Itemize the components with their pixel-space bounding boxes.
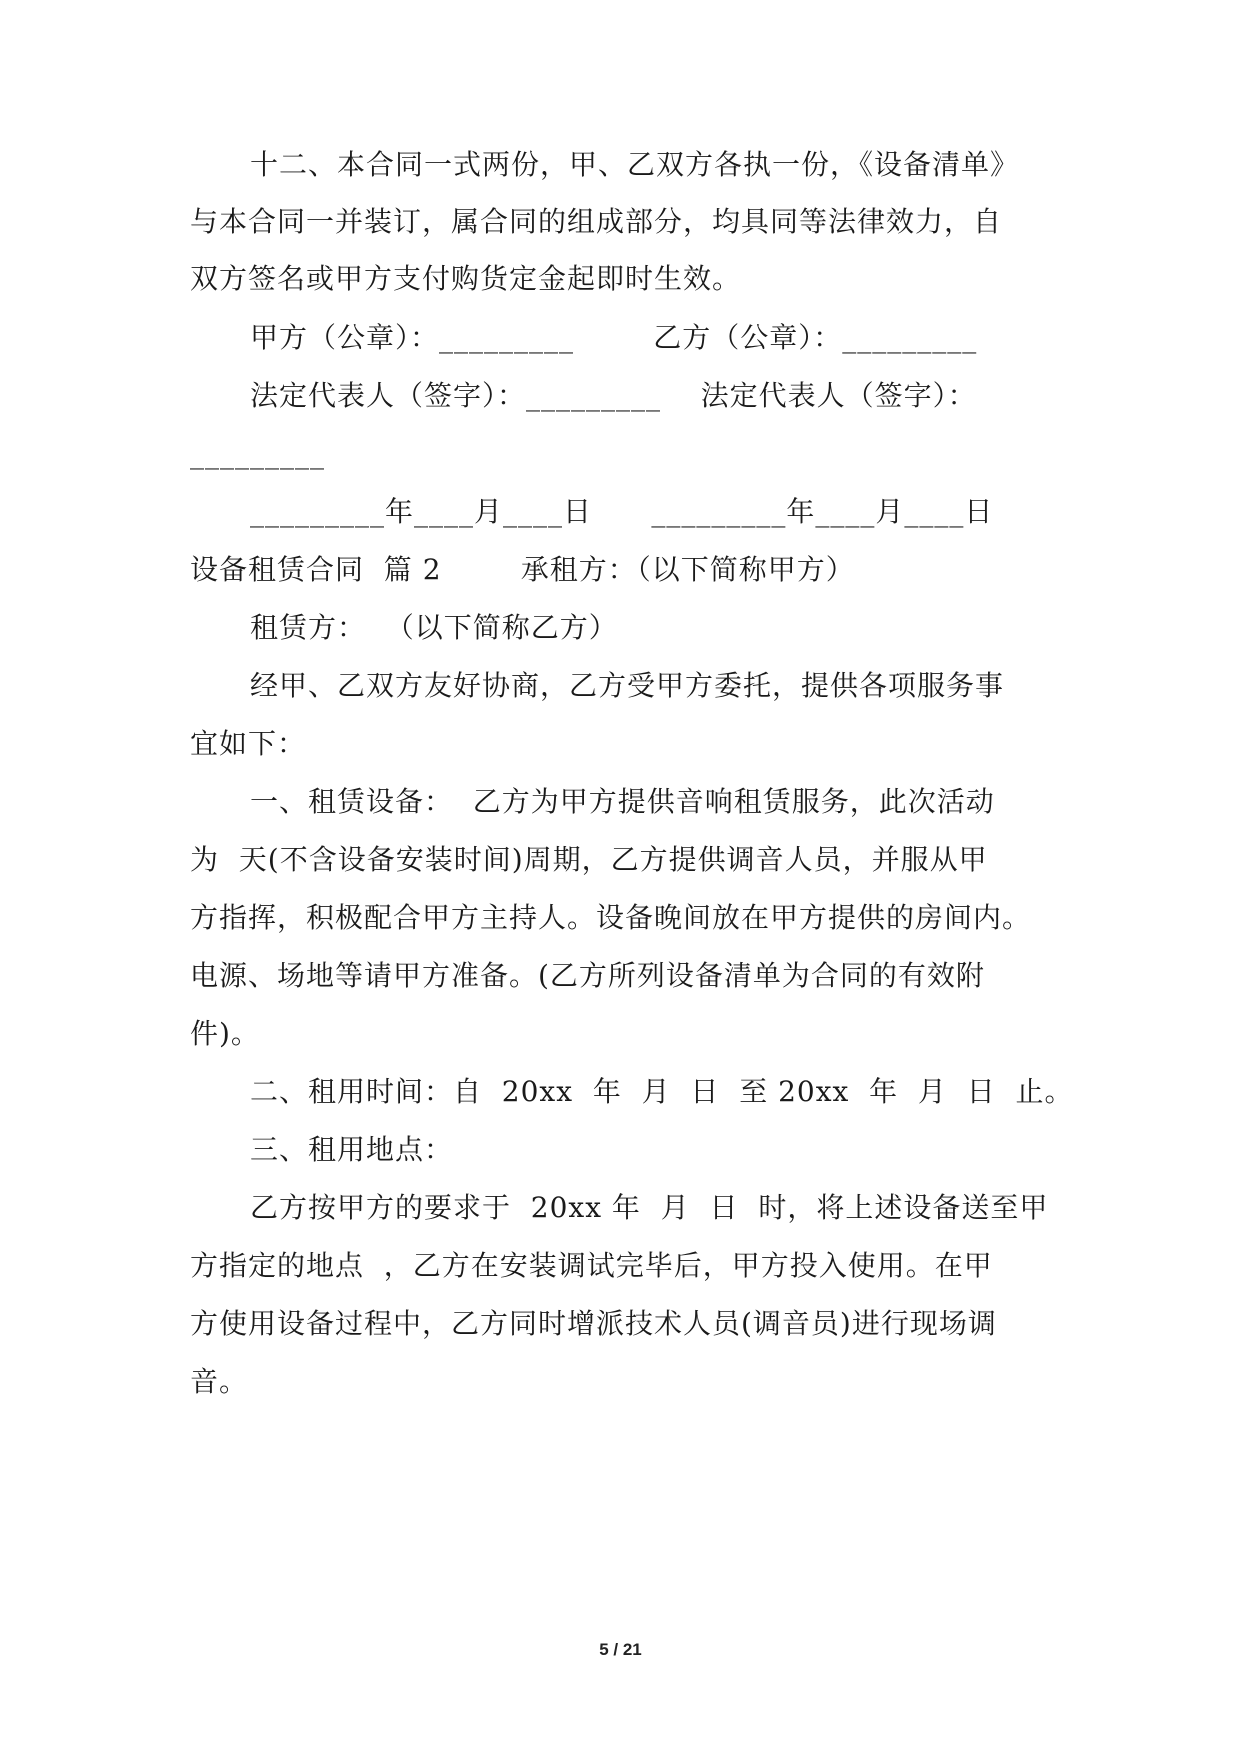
clause-12-line-1: 十二、本合同一式两份，甲、乙双方各执一份，《设备清单》 bbox=[250, 148, 1020, 181]
intro-line-2: 宜如下： bbox=[190, 727, 307, 760]
delivery-line-2: 方指定的地点 ，乙方在安装调试完毕后，甲方投入使用。在甲 bbox=[190, 1249, 993, 1282]
delivery-line-4: 音。 bbox=[190, 1365, 249, 1398]
clause-1-line-2: 为 天(不含设备安装时间)周期，乙方提供调音人员，并服从甲 bbox=[190, 843, 988, 876]
contract-2-heading: 设备租赁合同 篇 2 承租方：（以下简称甲方） bbox=[190, 553, 855, 586]
clause-1-line-4: 电源、场地等请甲方准备。(乙方所列设备清单为合同的有效附 bbox=[190, 959, 985, 992]
legal-rep-signature-line: 法定代表人（签字）：_________ 法定代表人（签字）： bbox=[250, 379, 977, 412]
delivery-line-1: 乙方按甲方的要求于 20xx 年 月 日 时，将上述设备送至甲 bbox=[250, 1191, 1049, 1224]
party-a-b-seal-line: 甲方（公章）：_________ 乙方（公章）：_________ bbox=[250, 321, 978, 354]
intro-line-1: 经甲、乙双方友好协商，乙方受甲方委托，提供各项服务事 bbox=[250, 669, 1005, 702]
clause-3-line: 三、租用地点： bbox=[250, 1133, 454, 1166]
page-number: 5 / 21 bbox=[599, 1640, 642, 1659]
clause-1-line-5: 件)。 bbox=[190, 1017, 260, 1050]
clause-2-line: 二、租用时间：自 20xx 年 月 日 至 20xx 年 月 日 止。 bbox=[250, 1075, 1074, 1108]
clause-1-line-1: 一、租赁设备： 乙方为甲方提供音响租赁服务，此次活动 bbox=[250, 785, 995, 818]
legal-rep-signature-blank: _________ bbox=[190, 437, 325, 470]
clause-1-line-3: 方指挥，积极配合甲方主持人。设备晚间放在甲方提供的房间内。 bbox=[190, 901, 1032, 934]
clause-12-line-2: 与本合同一并装订，属合同的组成部分，均具同等法律效力，自 bbox=[190, 205, 1003, 238]
delivery-line-3: 方使用设备过程中，乙方同时增派技术人员(调音员)进行现场调 bbox=[190, 1307, 997, 1340]
lessor-line: 租赁方： （以下简称乙方） bbox=[250, 611, 618, 644]
date-line: _________年____月____日 _________年____月____日 bbox=[250, 495, 994, 528]
clause-12-line-3: 双方签名或甲方支付购货定金起即时生效。 bbox=[190, 262, 742, 295]
